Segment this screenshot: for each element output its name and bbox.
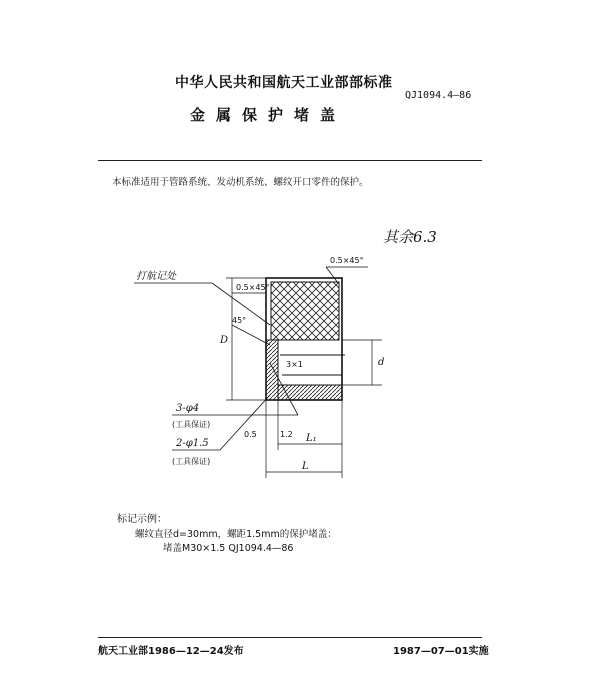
holes-2-label: 2-φ1.5: [176, 438, 209, 449]
dimension-L1-label: L₁: [306, 433, 317, 444]
marking-location-label: 打航记处: [136, 271, 176, 282]
technical-drawing: [120, 245, 400, 485]
small-dimension-label: 1.2: [280, 430, 293, 439]
document-title: 金属保护堵盖: [190, 106, 347, 124]
header-divider: [98, 160, 482, 161]
example-marking: 堵盖M30×1.5 QJ1094.4—86: [163, 543, 294, 554]
dimension-d-label: d: [378, 357, 385, 368]
standard-code: QJ1094.4—86: [405, 90, 472, 101]
organization-header: 中华人民共和国航天工业部部标准: [175, 75, 393, 91]
example-heading: 标记示例：: [117, 514, 167, 525]
dimension-D-label: D: [220, 335, 229, 346]
holes-3-label: 3-φ4: [176, 403, 200, 414]
tool-guarantee-1: (工具保证): [172, 420, 211, 429]
dimension-D: [226, 278, 266, 400]
dimension-d: [342, 340, 385, 385]
chamfer-left-label: 0.5×45°: [236, 283, 270, 292]
dimension-L-label: L: [302, 461, 309, 472]
section-hatch: [266, 340, 342, 400]
handwritten-roughness-note: 其余6.3: [383, 228, 437, 246]
footer-divider: [98, 637, 482, 638]
angle-label: 45°: [232, 316, 247, 325]
tool-guarantee-2: (工具保证): [172, 457, 211, 466]
chamfer-top-label: 0.5×45°: [330, 256, 364, 265]
scope-text: 本标准适用于管路系统、发动机系统、螺纹开口零件的保护。: [112, 177, 369, 188]
example-description: 螺纹直径d=30mm，螺距1.5mm的保护堵盖：: [135, 529, 337, 540]
small-dimension-left: 0.5: [244, 430, 257, 439]
implement-date: 1987—07—01实施: [393, 646, 489, 657]
publish-date: 航天工业部1986—12—24发布: [98, 646, 244, 657]
thread-dimension-label: 3×1: [286, 360, 303, 369]
